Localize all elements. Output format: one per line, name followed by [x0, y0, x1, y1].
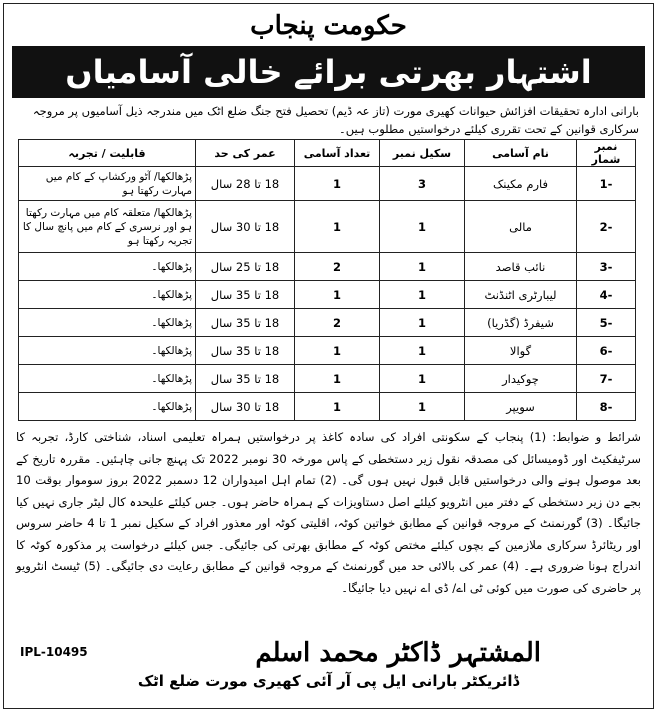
qualification-cell: پڑھالکھا۔ — [19, 337, 196, 365]
advertiser-designation: ڈائریکٹر بارانی ایل پی آر آئی کھیری مورت ضلع اٹک — [137, 672, 520, 690]
serial-cell: -3 — [577, 253, 636, 281]
header-post: نام آسامی — [465, 140, 577, 167]
count-cell: 1 — [295, 281, 380, 309]
serial-cell: -5 — [577, 309, 636, 337]
advertiser-name: المشتہر ڈاکٹر محمد اسلم — [255, 638, 541, 668]
qualification-cell: پڑھالکھا/ آٹو ورکشاپ کے کام میں مہارت رکھتا ہو — [19, 167, 196, 201]
post-cell: فارم مکینک — [465, 167, 577, 201]
table-row — [19, 253, 636, 281]
scale-cell: 1 — [380, 201, 465, 253]
serial-cell: -1 — [577, 167, 636, 201]
qualification-cell: پڑھالکھا۔ — [19, 309, 196, 337]
age-cell: 18 تا 35 سال — [196, 281, 295, 309]
serial-cell: -6 — [577, 337, 636, 365]
post-cell: نائب قاصد — [465, 253, 577, 281]
table-header-row — [19, 140, 636, 167]
count-cell: 1 — [295, 167, 380, 201]
post-cell: سویپر — [465, 393, 577, 421]
vacancies-table — [18, 139, 636, 421]
age-cell: 18 تا 25 سال — [196, 253, 295, 281]
header-count: تعداد آسامی — [295, 140, 380, 167]
header-age: عمر کی حد — [196, 140, 295, 167]
serial-cell: -4 — [577, 281, 636, 309]
age-cell: 18 تا 28 سال — [196, 167, 295, 201]
header-serial: نمبر شمار — [577, 140, 636, 167]
header-scale: سکیل نمبر — [380, 140, 465, 167]
scale-cell: 1 — [380, 337, 465, 365]
qualification-cell: پڑھالکھا۔ — [19, 281, 196, 309]
age-cell: 18 تا 30 سال — [196, 393, 295, 421]
post-cell: لیبارٹری اٹنڈنٹ — [465, 281, 577, 309]
table-row — [19, 365, 636, 393]
age-cell: 18 تا 35 سال — [196, 309, 295, 337]
scale-cell: 1 — [380, 393, 465, 421]
count-cell: 2 — [295, 253, 380, 281]
scale-cell: 1 — [380, 309, 465, 337]
scale-cell: 1 — [380, 281, 465, 309]
scale-cell: 3 — [380, 167, 465, 201]
scale-cell: 1 — [380, 253, 465, 281]
title-banner: اشتہار بھرتی برائے خالی آسامیاں — [12, 46, 645, 98]
header-qualification: قابلیت / تجربہ — [19, 140, 196, 167]
qualification-cell: پڑھالکھا/ متعلقہ کام میں مہارت رکھتا ہو اور نرسری کے کام میں پانچ سال کا تجربہ رکھتا ہو — [19, 201, 196, 253]
table-row — [19, 201, 636, 253]
post-cell: گوالا — [465, 337, 577, 365]
table-row — [19, 281, 636, 309]
government-heading: حکومت پنجاب — [250, 11, 407, 41]
serial-cell: -7 — [577, 365, 636, 393]
count-cell: 2 — [295, 309, 380, 337]
post-cell: چوکیدار — [465, 365, 577, 393]
serial-cell: -8 — [577, 393, 636, 421]
age-cell: 18 تا 35 سال — [196, 365, 295, 393]
qualification-cell: پڑھالکھا۔ — [19, 253, 196, 281]
terms-conditions: شرائط و ضوابط: (1) پنجاب کے سکونتی افراد کی سادہ کاغذ پر درخواستیں ہمراہ تعلیمی اسناد، شناختی کارڈ، تجربہ کا سرٹیفکیٹ اور ڈومیسائل کی مصدقہ نقول زیر دستخطی کے پاس مورخہ 30 نومبر 2022 تک پہنچ جانی چاہئیں۔ مقررہ تاریخ کے بعد موصول ہونے والی درخواستیں قابل قبول نہیں ہوں گی۔ (2) تمام اہل امیدواران 12 دسمبر 2022 بروز سوموار بوقت 10 بجے دن زیر دستخطی کے دفتر میں انٹرویو کیلئے اصل دستاویزات کے ہمراہ حاضر ہوں۔ جس کیلئے علیحدہ کال لیٹر جاری نہیں کیا جائیگا۔ (3) گورنمنٹ کے مروجہ قوانین کے مطابق خواتین کوٹہ، اقلیتی کوٹہ اور معذور افراد کے سکیل نمبر 1 تا 4 حاضر سروس اور ریٹائرڈ سرکاری ملازمین کے بچوں کیلئے مختص کوٹہ کے مطابق بھرتی کی جائیگی۔ جس کیلئے درخواست پر مذکورہ کوٹہ کا اندراج ہونا ضروری ہے۔ (4) عمر کی بالائی حد میں گورنمنٹ کے مروجہ قوانین کے مطابق رعایت دی جائیگی۔ (5) ٹیسٹ انٹرویو پر حاضری کی صورت میں کوئی ٹی اے/ ڈی اے نہیں دیا جائیگا۔ — [16, 430, 641, 595]
count-cell: 1 — [295, 337, 380, 365]
table-row — [19, 393, 636, 421]
table-row — [19, 337, 636, 365]
intro-paragraph: بارانی ادارہ تحقیقات افزائش حیوانات کھیری مورت (تاز عہ ڈیم) تحصیل فتح جنگ ضلع اٹک میں مندرجہ ذیل آسامیوں پر مروجہ سرکاری قوانین کے تحت تقرری کیلئے درخواستیں مطلوب ہیں۔ — [32, 104, 639, 136]
age-cell: 18 تا 35 سال — [196, 337, 295, 365]
qualification-cell: پڑھالکھا۔ — [19, 393, 196, 421]
post-cell: شیفرڈ (گڈریا) — [465, 309, 577, 337]
count-cell: 1 — [295, 201, 380, 253]
count-cell: 1 — [295, 365, 380, 393]
age-cell: 18 تا 30 سال — [196, 201, 295, 253]
ipl-reference: IPL-10495 — [20, 645, 88, 659]
serial-cell: -2 — [577, 201, 636, 253]
qualification-cell: پڑھالکھا۔ — [19, 365, 196, 393]
scale-cell: 1 — [380, 365, 465, 393]
table-row — [19, 309, 636, 337]
post-cell: مالی — [465, 201, 577, 253]
count-cell: 1 — [295, 393, 380, 421]
advertisement-page — [3, 3, 654, 709]
table-row — [19, 167, 636, 201]
